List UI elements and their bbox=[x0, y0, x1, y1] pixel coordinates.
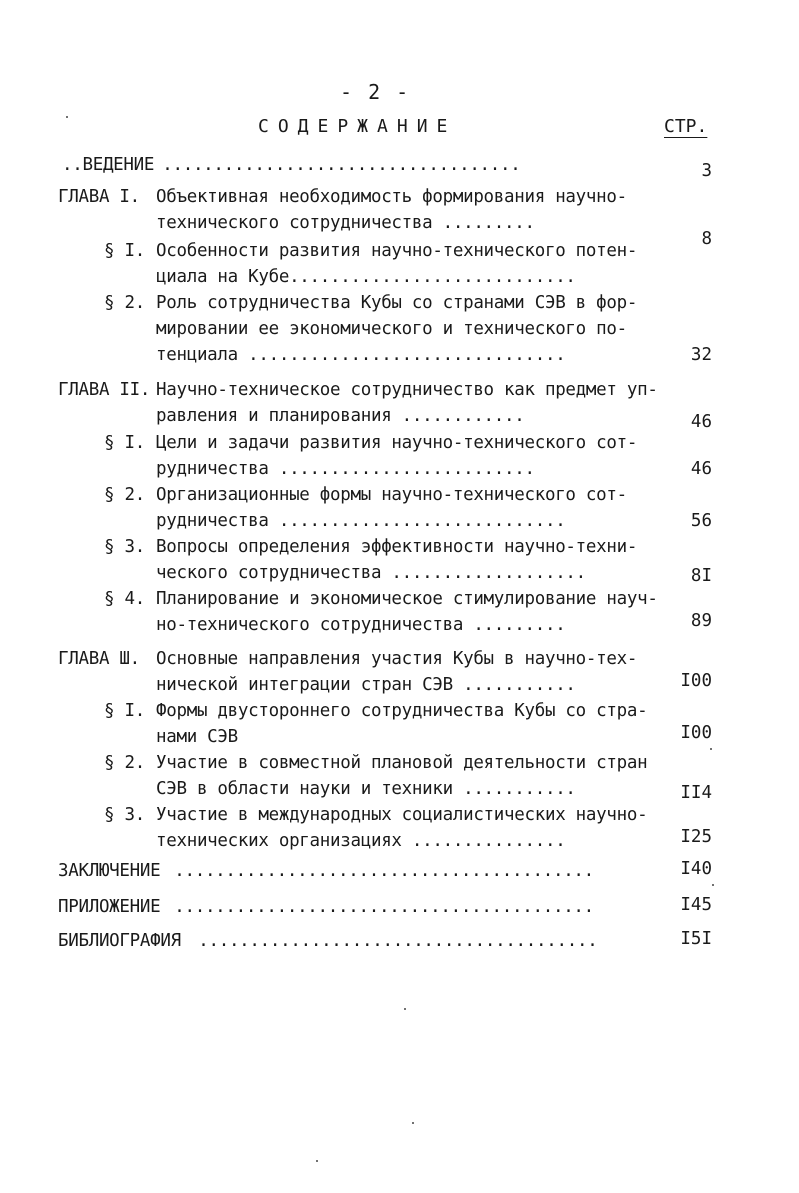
toc-line: равления и планирования ............ bbox=[156, 406, 525, 426]
toc-line: мировании ее экономического и технического по- bbox=[156, 319, 627, 339]
toc-label-conclusion: ЗАКЛЮЧЕНИЕ bbox=[58, 861, 161, 881]
toc-page: 46 bbox=[690, 412, 712, 432]
toc-line: ......................................... bbox=[164, 897, 594, 917]
toc-page: I45 bbox=[680, 895, 712, 915]
toc-line: технических организациях ............... bbox=[156, 831, 566, 851]
toc-label-chapter-3: ГЛАВА Ш. bbox=[58, 649, 140, 669]
toc-line: Особенности развития научно-технического потен- bbox=[156, 241, 638, 261]
toc-line: ......................................... bbox=[164, 861, 594, 881]
toc-label-section: § I. bbox=[104, 241, 145, 261]
toc-label-section: § 3. bbox=[104, 805, 145, 825]
toc-label-section: § I. bbox=[104, 433, 145, 453]
toc-line: Роль сотрудничества Кубы со странами СЭВ в фор- bbox=[156, 293, 638, 313]
toc-page: I00 bbox=[680, 671, 712, 691]
scan-speck bbox=[710, 748, 712, 750]
toc-page: II4 bbox=[680, 783, 712, 803]
toc-label-section: § I. bbox=[104, 701, 145, 721]
toc-line: СЭВ в области науки и техники ........... bbox=[156, 779, 576, 799]
toc-line: Участие в совместной плановой деятельности стран bbox=[156, 753, 648, 773]
scan-speck bbox=[66, 116, 68, 118]
toc-page: 8 bbox=[701, 229, 712, 249]
toc-page: 89 bbox=[690, 611, 712, 631]
toc-line: Основные направления участия Кубы в научно-тех- bbox=[156, 649, 638, 669]
page-column-header: СТР. bbox=[664, 116, 708, 137]
toc-line: ................................... bbox=[152, 155, 521, 175]
toc-label-chapter-1: ГЛАВА I. bbox=[58, 187, 140, 207]
toc-line: ....................................... bbox=[188, 931, 598, 951]
toc-label-section: § 2. bbox=[104, 293, 145, 313]
toc-line: Планирование и экономическое стимулирование науч- bbox=[156, 589, 658, 609]
scan-speck bbox=[412, 1122, 414, 1124]
scan-speck bbox=[404, 1008, 406, 1010]
toc-page: 3 bbox=[701, 161, 712, 181]
toc-page: 56 bbox=[690, 511, 712, 531]
toc-page: 8I bbox=[690, 566, 712, 586]
toc-label-section: § 2. bbox=[104, 753, 145, 773]
toc-line: Участие в международных социалистических научно- bbox=[156, 805, 648, 825]
toc-line: рудничества ......................... bbox=[156, 459, 535, 479]
toc-label-section: § 3. bbox=[104, 537, 145, 557]
toc-line: технического сотрудничества ......... bbox=[156, 213, 535, 233]
toc-page: I5I bbox=[680, 929, 712, 949]
toc-line: циала на Кубе............................ bbox=[156, 267, 576, 287]
scan-speck bbox=[316, 1160, 318, 1162]
toc-page: I40 bbox=[680, 859, 712, 879]
toc-line: Объективная необходимость формирования научно- bbox=[156, 187, 627, 207]
toc-label-bibliography: БИБЛИОГРАФИЯ bbox=[58, 931, 181, 951]
toc-line: Вопросы определения эффективности научно-техни- bbox=[156, 537, 638, 557]
toc-line: нами СЭВ bbox=[156, 727, 238, 747]
toc-page: I25 bbox=[680, 827, 712, 847]
toc-line: Цели и задачи развития научно-технического сот- bbox=[156, 433, 638, 453]
toc-line: Организационные формы научно-технического сот- bbox=[156, 485, 627, 505]
toc-label-appendix: ПРИЛОЖЕНИЕ bbox=[58, 897, 161, 917]
toc-line: Формы двустороннего сотрудничества Кубы со стра- bbox=[156, 701, 648, 721]
toc-page: I00 bbox=[680, 723, 712, 743]
toc-line: рудничества ............................ bbox=[156, 511, 566, 531]
toc-page: 46 bbox=[690, 459, 712, 479]
toc-line: но-технического сотрудничества ......... bbox=[156, 615, 566, 635]
toc-line: Научно-техническое сотрудничество как предмет уп- bbox=[156, 380, 658, 400]
toc-line: ческого сотрудничества ................... bbox=[156, 563, 586, 583]
contents-title: СОДЕРЖАНИЕ bbox=[258, 116, 457, 137]
scan-speck bbox=[712, 884, 714, 886]
toc-label-section: § 4. bbox=[104, 589, 145, 609]
toc-label-chapter-2: ГЛАВА II. bbox=[58, 380, 151, 400]
toc-label-intro: ..ВЕДЕНИЕ bbox=[62, 155, 155, 175]
page-number: - 2 - bbox=[340, 80, 411, 104]
toc-label-section: § 2. bbox=[104, 485, 145, 505]
toc-line: тенциала ............................... bbox=[156, 345, 566, 365]
toc-line: нической интеграции стран СЭВ ........... bbox=[156, 675, 576, 695]
toc-page: 32 bbox=[690, 345, 712, 365]
